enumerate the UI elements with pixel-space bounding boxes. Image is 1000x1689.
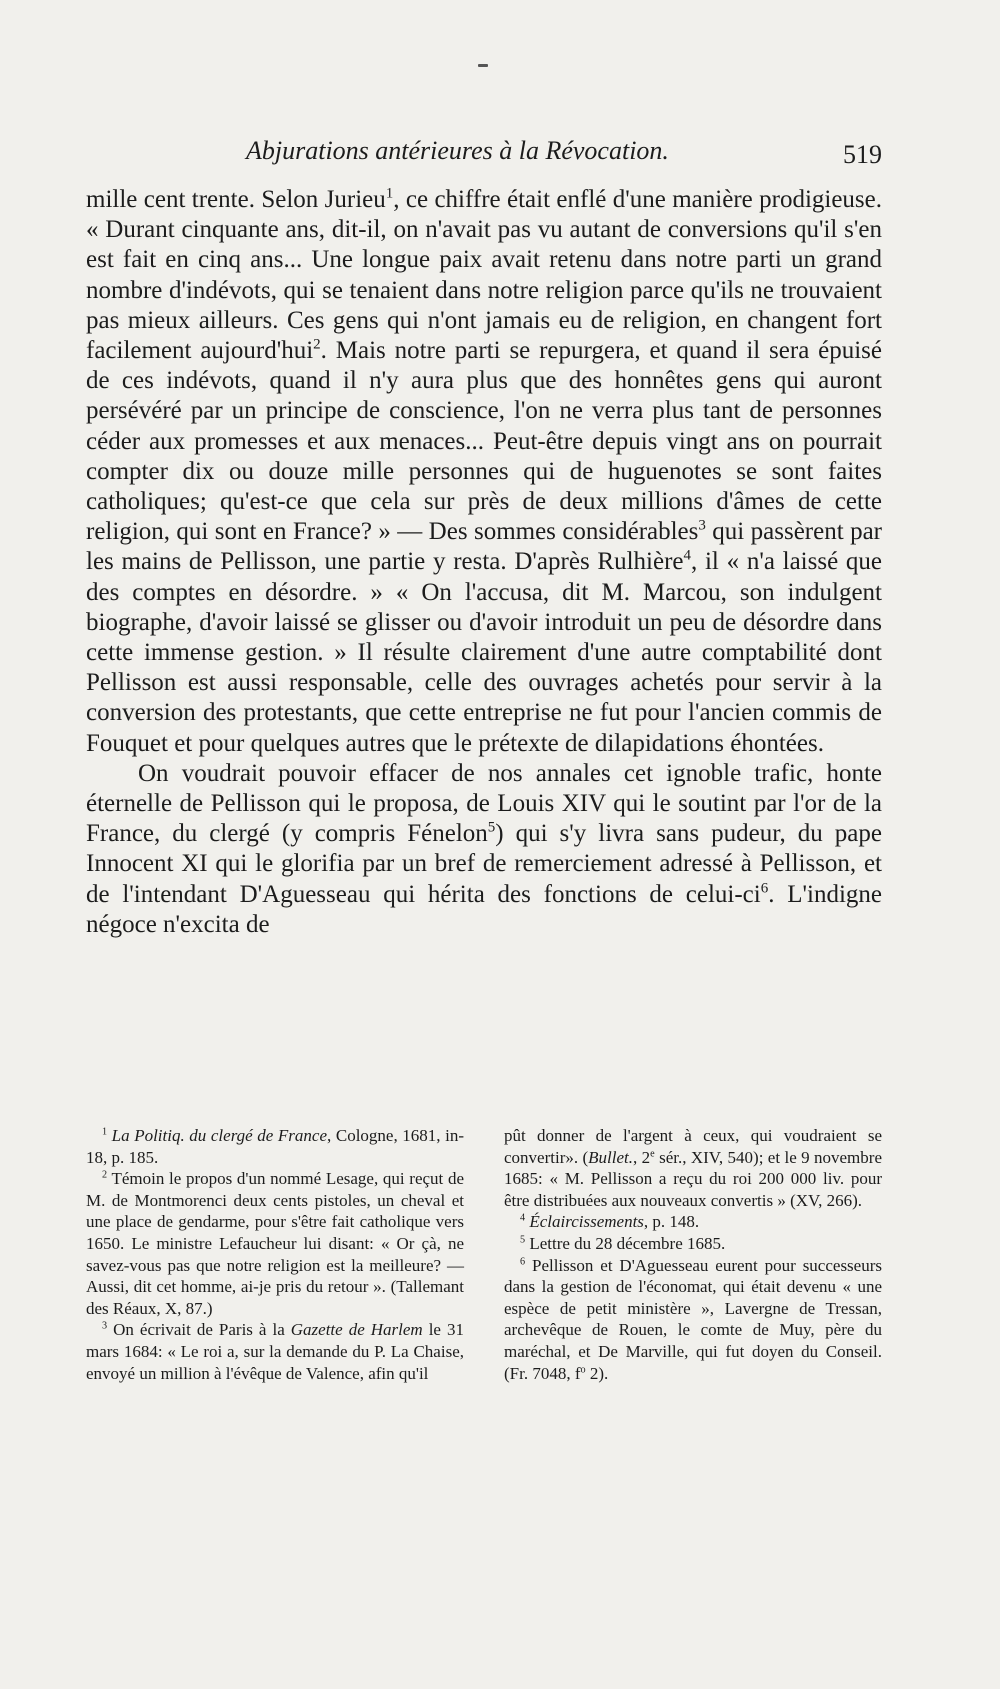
footnote-ref-5: 5 <box>487 819 496 836</box>
running-title: Abjurations antérieures à la Révocation. <box>246 136 669 165</box>
paragraph-2: On voudrait pouvoir effacer de nos annales cet ignoble trafic, honte éternelle de Pellisson qui le proposa, de Louis XIV qui le soutint par l'or de la France, du clergé (y compris Fénelon$^5$) qui s'y livra sans pudeur, du pape Innocent XI qui le glorifia par un bref de remerciement adressé à Pellisson, et de l'intendant D'Aguesseau qui hérita des fonctions de celui-$ci^6$. L'indigne négoce n'excita de <box>86 759 882 938</box>
footnote-ref-6: 6 <box>760 880 769 897</box>
footnote-1: $^1$ La Politiq. du clergé de France, Cologne, 1681, in-18, p. 185. <box>86 1126 465 1167</box>
footnote-3: $^3$ On écrivait de Paris à la Gazette de Harlem le 31 mars 1684: « Le roi a, sur la demande du P. La Chaise, envoyé un million à l'évêque de Valence, afin qu'il <box>86 1320 464 1383</box>
page-header <box>86 136 882 176</box>
footnote-ref-4: 4 <box>683 548 691 565</box>
footnotes <box>86 1125 882 1384</box>
main-text <box>86 185 882 940</box>
footnote-ref-3: 3 <box>698 517 706 534</box>
footnote-3-continued: pût donner de l'argent à ceux, qui voudraient se convertir». (Bullet., 2e sér., XIV, 540); et le 9 novembre 1685: « M. Pellisson a reçu du roi 200 000 liv. pour être distribuées aux nouveaux convertis » (XV, 266). <box>504 1126 882 1210</box>
footnote-6: $^6$ Pellisson et D'Aguesseau eurent pour successeurs dans la gestion de l'économat, qui était devenu « une espèce de petit ministère », Lavergne de Tressan, archevêque de Rouen, le comte de Muy, père du maréchal, et De Marville, qui fut doyen du Conseil. (Fr. 7048, $f^o$ 2). <box>504 1255 882 1383</box>
footnotes-right-column <box>504 1125 882 1384</box>
footnote-ref-1: 1 <box>385 185 394 202</box>
footnote-5: $^5$ Lettre du 28 décembre 1685. <box>520 1233 726 1253</box>
print-mark <box>478 64 488 67</box>
footnote-2: $^2$ Témoin le propos d'un nommé Lesage, qui reçut de M. de Montmorenci deux cents pistoles, un cheval et une place de gendarme, pour s'être fait catholique vers 1650. Le ministre Lefaucheur lui disant: « Or çà, ne savez-vous pas que notre religion est la meilleure? — Aussi, dit cet homme, ai-je pris du retour ». (Tallemant des Réaux, X, 87.) <box>86 1169 464 1318</box>
footnotes-left-column <box>86 1125 464 1384</box>
page-number: 519 <box>843 140 882 169</box>
paragraph-1: mille cent trente. Selon Jurieu$^1$, ce chiffre était enflé d'une manière prodigieuse. « Durant cinquante ans, dit-il, on n'avait pas vu autant de conversions qu'il s'en est fait en cinq ans... Une longue paix avait retenu dans notre parti un grand nombre d'indévots, qui se tenaient dans notre religion parce qu'ils ne trouvaient pas mieux ailleurs. Ces gens qui n'ont jamais eu de religion, en changent fort facilement aujourd'hui$^2$. Mais notre parti se repurgera, et quand il sera épuisé de ces indévots, quand il n'y aura plus que des honnêtes gens qui auront persévéré par un principe de conscience, l'on ne verra plus tant de personnes céder aux promesses et aux menaces... Peut-être depuis vingt ans on pourrait compter dix ou douze mille personnes qui de huguenotes se sont faites catholiques; qu'est-ce que cela sur près de deux millions d'âmes de cette religion, qui sont en France? » — Des sommes considérables$^3$ qui passèrent par les mains de Pellisson, une partie y resta. D'après Rulhière$^4$, il « n'a laissé que des comptes en désordre. » « On l'accusa, dit M. Marcou, son indulgent biographe, d'avoir laissé se glisser ou d'avoir introduit un peu de désordre dans cette immense gestion. » Il résulte clairement d'une autre comptabilité dont Pellisson est aussi responsable, celle des ouvrages achetés pour servir à la conversion des protestants, que cette entreprise ne fut pour l'ancien commis de Fouquet et pour quelques autres que le prétexte de dilapidations éhontées. <box>86 185 883 757</box>
footnote-4: $^4$ Éclaircissements, p. 148. <box>520 1212 700 1232</box>
footnote-ref-2: 2 <box>313 336 321 353</box>
